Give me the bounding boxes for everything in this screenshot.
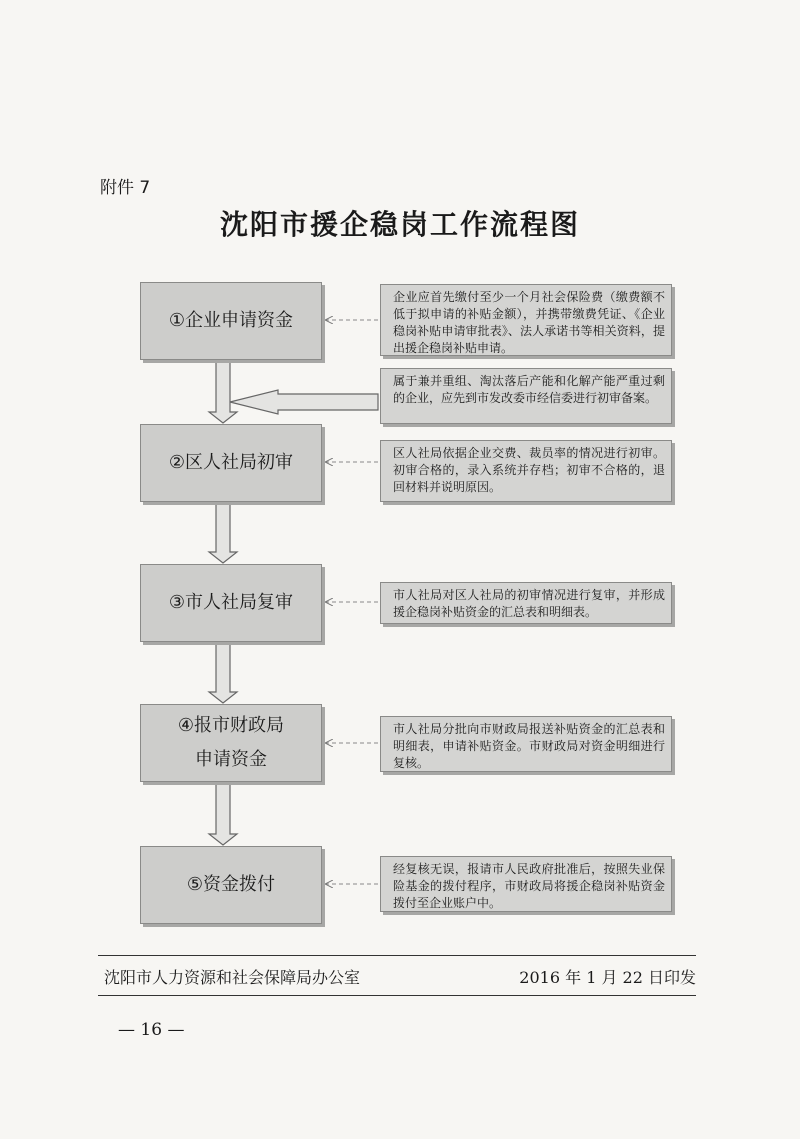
attachment-label: 附件 7 <box>100 178 151 198</box>
step-1-label: ①企业申请资金 <box>168 310 294 331</box>
note-review-filing: 属于兼并重组、淘汰落后产能和化解产能严重过剩的企业，应先到市发改委市经信委进行初审备案。 <box>380 368 672 424</box>
down-arrow-2 <box>209 502 237 563</box>
step-1-box <box>140 282 322 360</box>
footer-organization: 沈阳市人力资源和社会保障局办公室 <box>104 968 361 987</box>
step-5-box <box>140 846 322 924</box>
step-2-box <box>140 424 322 502</box>
note-disbursement: 经复核无误，报请市人民政府批准后，按照失业保险基金的拨付程序，市财政局将援企稳岗补贴资金拨付至企业账户中。 <box>380 856 672 912</box>
page-number: — 16 — <box>118 1020 185 1040</box>
note-city-review: 市人社局对区人社局的初审情况进行复审，并形成援企稳岗补贴资金的汇总表和明细表。 <box>380 582 672 624</box>
down-arrow-4 <box>209 782 237 845</box>
step-3-label: ③市人社局复审 <box>168 592 294 613</box>
step-4-label-line1: ④报市财政局 <box>177 715 285 736</box>
note-apply: 企业应首先缴付至少一个月社会保险费（缴费额不低于拟申请的补贴金额），并携带缴费凭证、《企业稳岗补贴申请审批表》、法人承诺书等相关资料，提出援企稳岗补贴申请。 <box>380 284 672 356</box>
step-5-label: ⑤资金拨付 <box>186 874 276 895</box>
down-arrow-3 <box>209 642 237 703</box>
step-4-label-line2: 申请资金 <box>195 749 267 770</box>
note-finance: 市人社局分批向市财政局报送补贴资金的汇总表和明细表，申请补贴资金。市财政局对资金明细进行复核。 <box>380 716 672 772</box>
down-arrow-1 <box>209 360 237 423</box>
step-4-box <box>140 704 322 782</box>
document-title: 沈阳市援企稳岗工作流程图 <box>219 208 580 241</box>
note-district-review: 区人社局依据企业交费、裁员率的情况进行初审。初审合格的，录入系统并存档；初审不合格的，退回材料并说明原因。 <box>380 440 672 502</box>
footer-date: 2016 年 1 月 22 日印发 <box>519 968 696 987</box>
step-3-box <box>140 564 322 642</box>
left-arrow <box>230 390 378 414</box>
footer-top-rule <box>98 955 696 956</box>
footer-bottom-rule <box>98 995 696 996</box>
step-2-label: ②区人社局初审 <box>168 452 294 473</box>
